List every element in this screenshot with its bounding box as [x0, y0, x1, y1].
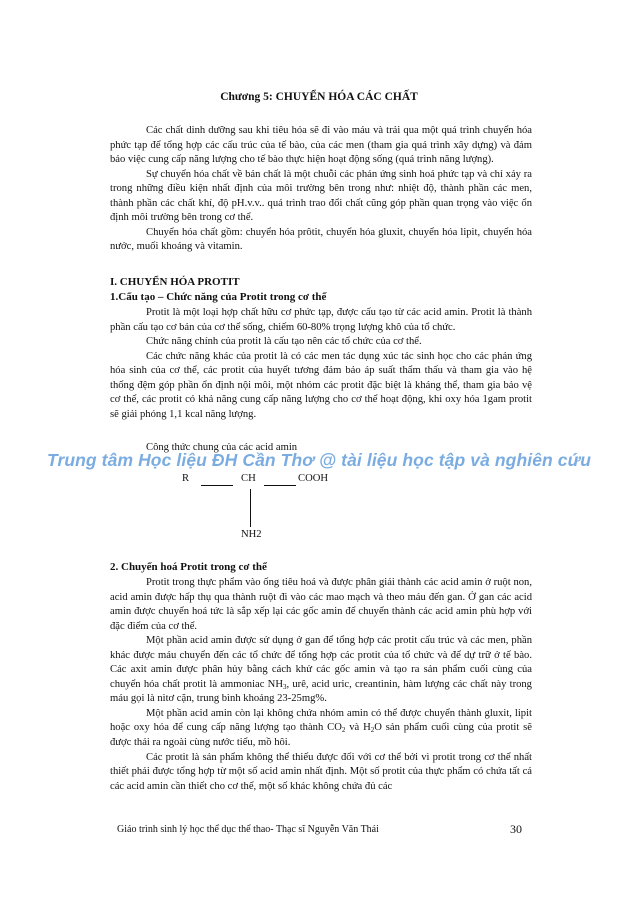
formula-r: R — [182, 473, 190, 484]
paragraph: Protit trong thực phẩm vào ống tiêu hoá và được phân giải thành các acid amin ở ruột non, acid amin được hấp thụ qua thành ruột đi vào các mao mạch và theo máu đến gan. Ở gan các acid amin được chuyển hoá tức là sắp xếp lại các gốc amin để chuyển thành các acid amin phù hợp với đặc điểm của cơ thể. — [110, 577, 532, 632]
formula-cooh: COOH — [298, 473, 329, 484]
formula-intro: Công thức chung của các acid amin — [146, 442, 298, 453]
footer-text: Giáo trình sinh lý học thể dục thể thao- Thạc sĩ Nguyễn Văn Thái — [117, 824, 379, 835]
section2-text — [110, 576, 532, 794]
paragraph: Các chất dinh dưỡng sau khi tiêu hóa sẽ đi vào máu và trải qua một quá trình chuyển hóa phức tạp để tổng hợp các cấu trúc của tế bào, của các men (tham gia quá trình xây dựng) và đảm bảo việc cung cấp năng lượng cho tế bào thực hiện hoạt động sống (quá trình năng lượng). — [110, 125, 532, 166]
paragraph: Chuyển hóa chất gồm: chuyển hóa prôtit, chuyển hóa gluxit, chuyển hóa lipit, chuyển hóa nước, muối khoáng và vitamin. — [110, 226, 532, 253]
subsection-heading: 1.Cấu tạo – Chức năng của Protit trong cơ thể — [110, 291, 327, 303]
paragraph: Sự chuyển hóa chất về bản chất là một chuỗi các phản ứng sinh hoá phức tạp và chỉ xảy ra trong những điều kiện nhất định của môi trường bên trong như: nhiệt độ, thành phần các men, thành phần các chất khí, độ pH.v.v.. quá trình trao đổi chất cũng góp phần quan trọng vào việc ổn định môi trường bên trong cơ thể. — [110, 168, 532, 224]
bond-line — [264, 485, 296, 486]
chapter-title: Chương 5: CHUYỂN HÓA CÁC CHẤT — [220, 91, 418, 103]
paragraph: Protit là một loại hợp chất hữu cơ phức tạp, được cấu tạo từ các acid amin. Protit là thành phần cấu tạo cơ bản của cơ thể sống, chiếm 60-80% trọng lượng khô của tổ chức. — [110, 307, 532, 333]
section1-text — [110, 306, 532, 422]
formula-ch: CH — [241, 473, 256, 484]
paragraph: Một phần acid amin còn lại không chứa nhóm amin có thể được chuyển thành gluxit, lipit hoặc oxy hóa để cung cấp năng lượng tạo thành $CO_2$ và $H_2O$ sản phẩm cuối cùng của protit sẽ được thải ra ngoài cùng nước tiểu, mồ hôi. — [110, 707, 533, 749]
paragraph: Một phần acid amin được sử dụng ở gan để tổng hợp các protit cấu trúc và các men, phần khác được máu chuyển đến các tổ chức để tổng hợp các protit của tổ chức và để dự trữ ở tế bào. Các axit amin được phân hủy bằng cách khử các gốc amin và tạo ra sản phẩm cuối cùng của chuyển hóa chất protit là ammoniac $NH_3$, urê, acid uric, creantinin, hàm lượng các chất này trong máu gọi là nitơ cặn, trung bình khoảng 23-25mg%. — [110, 635, 532, 705]
bond-line — [250, 489, 251, 527]
paragraph: Các protit là sản phẩm không thể thiếu được đối với cơ thể bởi vì protit trong cơ thể nhất thiết phải được tổng hợp từ một số acid amin nhất định. Một số protit của thực phẩm có chứa tất cả các acid amin cần thiết cho cơ thể, một số khác không chứa đủ các — [110, 751, 532, 792]
subsection-heading: 2. Chuyển hoá Protit trong cơ thể — [110, 561, 267, 573]
bond-line — [201, 485, 233, 486]
formula-nh2: NH2 — [241, 529, 262, 540]
paragraph: Chức năng chính của protit là cấu tạo nên các tổ chức của cơ thể. — [146, 336, 422, 348]
section-heading: I. CHUYỂN HÓA PROTIT — [110, 276, 240, 288]
page-number: 30 — [510, 822, 522, 836]
watermark: Trung tâm Học liệu ĐH Cần Thơ @ tài liệu học tập và nghiên cứu — [46, 450, 592, 470]
intro-text — [110, 124, 532, 255]
paragraph: Các chức năng khác của protit là có các men tác dụng xúc tác sinh học cho các phản ứng hóa sinh của cơ thể, các protit của huyết tương đảm bảo áp suất thẩm thấu và tham gia vào hệ thống đệm góp phần ổn định nội môi, một nhóm các protit đặc biệt là kháng thể, tham gia bảo vệ cơ thể, các protit có khả năng cung cấp năng lượng cho cơ thể hoạt động, khi oxy hóa 1gam protit sẽ giải phóng 1,1 kcal năng lượng. — [110, 350, 532, 420]
